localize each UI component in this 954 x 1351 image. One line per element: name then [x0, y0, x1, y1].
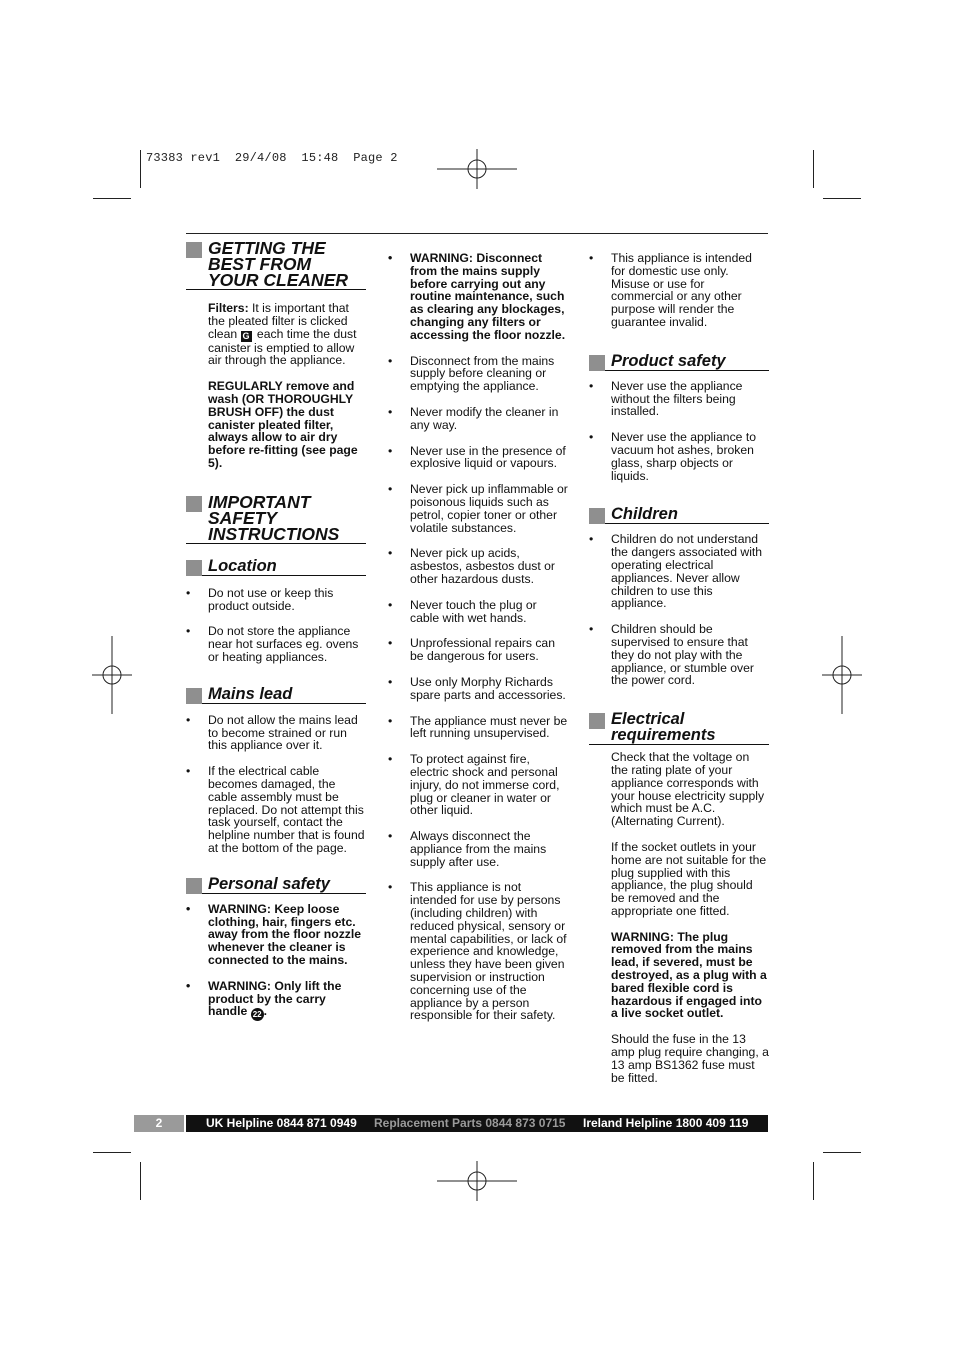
- column-1: [186, 240, 366, 1021]
- list-item: • Do not use or keep this product outside.: [186, 587, 366, 613]
- list-item: • If the electrical cable becomes damaged, the cable assembly must be replaced. Do not attempt this task yourself, contact the helpline number that is found at the bottom of the page.: [186, 765, 366, 855]
- list-item: • WARNING: Only lift the product by the carry handle 22 .: [186, 980, 366, 1022]
- heading-location: Location: [186, 558, 366, 576]
- registration-mark-bottom: [437, 1161, 517, 1201]
- heading-square-icon: [186, 688, 202, 704]
- heading-square-icon: [589, 713, 605, 729]
- electrical-paragraph-1: Check that the voltage on the rating plate of your appliance corresponds with your house electricity supply which must be A.C. (Alternating Current).: [611, 750, 765, 829]
- list-item: • Never pick up acids, asbestos, asbestos dust or other hazardous dusts.: [388, 547, 568, 585]
- ireland-helpline: Ireland Helpline 1800 409 119: [583, 1116, 749, 1130]
- heading-square-icon: [186, 496, 202, 512]
- filters-paragraph: Filters: It is important that the pleated filter is clicked clean G each time the dust canister is emptied to allow air through the appliance.: [208, 301, 357, 368]
- heading-mains-lead: Mains lead: [186, 686, 366, 704]
- list-item: • WARNING: Keep loose clothing, hair, fingers etc. away from the floor nozzle whenever the cleaner is connected to the mains.: [186, 903, 366, 967]
- electrical-warning: WARNING: The plug removed from the mains lead, if severed, must be destroyed, as a plug with a bared flexible cord is hazardous if engaged into a live socket outlet.: [611, 929, 767, 1021]
- list-item: • Use only Morphy Richards spare parts and accessories.: [388, 676, 568, 702]
- list-item: • Disconnect from the mains supply before cleaning or emptying the appliance.: [388, 355, 568, 393]
- heading-product-safety: Product safety: [589, 353, 769, 371]
- safety-list: [388, 252, 568, 1022]
- list-item: • Never use the appliance without the filters being installed.: [589, 380, 769, 418]
- list-item: • Children should be supervised to ensure that they do not play with the appliance, or stumble over the power cord.: [589, 623, 769, 687]
- list-item: • Do not allow the mains lead to become strained or run this appliance over it.: [186, 714, 366, 752]
- helpline-bar: [186, 1115, 768, 1132]
- helpline-footer: [134, 1115, 768, 1132]
- list-item: • Never use in the presence of explosive liquid or vapours.: [388, 445, 568, 471]
- heading-children: Children: [589, 506, 769, 524]
- list-item: • Children do not understand the dangers associated with operating electrical appliances. Never allow children to use this appliance.: [589, 533, 769, 610]
- list-item: • Never modify the cleaner in any way.: [388, 406, 568, 432]
- heading-important-safety: IMPORTANT SAFETY INSTRUCTIONS: [186, 494, 366, 544]
- product-list: [589, 380, 769, 483]
- column-2: [388, 252, 568, 1022]
- list-item: • To protect against fire, electric shock and personal injury, do not immerse cord, plug or cleaner in water or other liquid.: [388, 753, 568, 817]
- heading-best-from-cleaner: GETTING THE BEST FROM YOUR CLEANER: [186, 240, 366, 290]
- letter-g-box-icon: G: [242, 330, 250, 341]
- reference-22-icon: 22: [251, 1008, 264, 1021]
- column-3: [589, 252, 769, 1084]
- list-item: • Never touch the plug or cable with wet hands.: [388, 599, 568, 625]
- top-rule: [186, 233, 768, 234]
- list-item: • Do not store the appliance near hot surfaces eg. ovens or heating appliances.: [186, 625, 366, 663]
- replacement-parts: Replacement Parts 0844 873 0715: [374, 1116, 566, 1130]
- heading-square-icon: [589, 355, 605, 371]
- uk-helpline: UK Helpline 0844 871 0949: [206, 1116, 357, 1130]
- heading-square-icon: [186, 878, 202, 894]
- list-item: • The appliance must never be left running unsupervised.: [388, 715, 568, 741]
- mains-list: [186, 714, 366, 855]
- list-item: • WARNING: Disconnect from the mains supply before carrying out any routine maintenance, such as clearing any blockages, changing any filters or accessing the floor nozzle.: [388, 252, 568, 342]
- electrical-paragraph-2: If the socket outlets in your home are not suitable for the plug supplied with this appliance, the plug should be removed and the appropriate one fitted.: [611, 839, 767, 918]
- list-item: • This appliance is intended for domestic use only. Misuse or use for commercial or any other purpose will render the guarantee invalid.: [589, 252, 769, 329]
- registration-mark-left: [92, 636, 132, 714]
- registration-mark-right: [822, 636, 862, 714]
- regularly-paragraph: REGULARLY remove and wash (OR THOROUGHLY BRUSH OFF) the dust canister pleated filter, always allow to air dry before re-fitting (see page 5).: [208, 379, 358, 470]
- personal-list: [186, 903, 366, 1022]
- heading-square-icon: [186, 560, 202, 576]
- list-item: • Unprofessional repairs can be dangerous for users.: [388, 637, 568, 663]
- print-slug: 73383 rev1 29/4/08 15:48 Page 2: [146, 151, 398, 165]
- heading-square-icon: [589, 508, 605, 524]
- electrical-paragraph-3: Should the fuse in the 13 amp plug require changing, a 13 amp BS1362 fuse must be fitted.: [611, 1032, 769, 1085]
- children-list: [589, 533, 769, 687]
- domestic-list: [589, 252, 769, 329]
- list-item: • Always disconnect the appliance from the mains supply after use.: [388, 830, 568, 868]
- list-item: • Never pick up inflammable or poisonous liquids such as petrol, copier toner or other volatile substances.: [388, 483, 568, 534]
- heading-square-icon: [186, 242, 202, 258]
- page-number: 2: [134, 1115, 184, 1132]
- registration-mark-top: [437, 149, 517, 189]
- list-item: • Never use the appliance to vacuum hot ashes, broken glass, sharp objects or liquids.: [589, 431, 769, 482]
- heading-personal-safety: Personal safety: [186, 876, 366, 894]
- list-item: • This appliance is not intended for use by persons (including children) with reduced physical, sensory or mental capabilities, or lack of experience and knowledge, unless they have been given supervision or instruction concerning use of the appliance by a person responsible for their safety.: [388, 881, 568, 1022]
- location-list: [186, 587, 366, 664]
- heading-electrical-requirements: Electrical requirements: [589, 711, 769, 745]
